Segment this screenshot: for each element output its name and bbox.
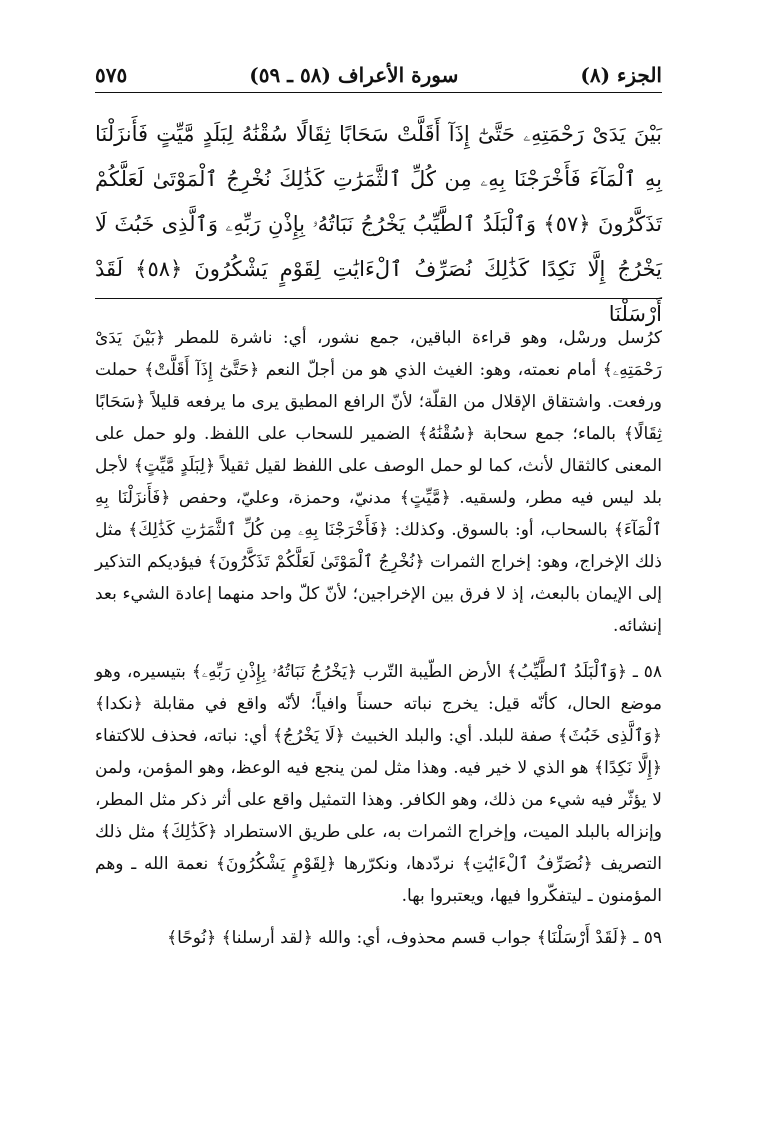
commentary-paragraph-59: ٥٩ ـ ﴿لَقَدْ أَرْسَلْنَا﴾ جواب قسم محذوف، أي: والله ﴿لقد أرسلنا﴾ ﴿نُوحًا﴾ — [167, 928, 662, 948]
commentary-paragraph-58: ٥٨ ـ ﴿وَٱلْبَلَدُ ٱلطَّيِّبُ﴾ الأرض الطّيبة التّرب ﴿يَخْرُجُ نَبَاتُهُۥ بِإِذْنِ رَبِّهِۦ﴾ بتيسيره، وهو موضع الحال، كأنّه قيل: يخرج نباته حسناً وافياً؛ لأنّه واقع في مقابلة ﴿نكدا﴾ ﴿وَٱلَّذِى خَبُثَ﴾ صفة للبلد. أي: والبلد الخبيث ﴿لَا يَخْرُجُ﴾ أي: نباته، فحذف للاكتفاء ﴿إِلَّا نَكِدًا﴾ هو الذي لا خير فيه. وهذا مثل لمن ينجع فيه الوعظ، وهو المؤمن، ولمن لا يؤثّر فيه شيء من ذلك، وهو الكافر. وهذا التمثيل واقع على أثر ذكر مثل المطر، وإنزاله بالبلد الميت، وإخراج الثمرات به، على طريق الاستطراد ﴿كَذَٰلِكَ﴾ مثل ذلك التصريف ﴿نُصَرِّفُ ٱلْءَايَٰتِ﴾ نردّدها، ونكرّرها ﴿لِقَوْمٍ يَشْكُرُونَ﴾ نعمة الله ـ وهم المؤمنون ـ ليتفكّروا فيها، ويعتبروا بها. — [95, 662, 662, 906]
quran-verses: بَيْنَ يَدَىْ رَحْمَتِهِۦ حَتَّىٰٓ إِذَآ أَقَلَّتْ سَحَابًا ثِقَالًا سُقْنَٰهُ لِبَلَدٍ مَّيِّتٍ فَأَنزَلْنَا بِهِ ٱلْمَآءَ فَأَخْرَجْنَا بِهِۦ مِن كُلِّ ٱلثَّمَرَٰتِ كَذَٰلِكَ نُخْرِجُ ٱلْمَوْتَىٰ لَعَلَّكُمْ تَذَكَّرُونَ ﴿٥٧﴾ وَٱلْبَلَدُ ٱلطَّيِّبُ يَخْرُجُ نَبَاتُهُۥ بِإِذْنِ رَبِّهِۦ وَٱلَّذِى خَبُثَ لَا يَخْرُجُ إِلَّا نَكِدًا كَذَٰلِكَ نُصَرِّفُ ٱلْءَايَٰتِ لِقَوْمٍ يَشْكُرُونَ ﴿٥٨﴾ لَقَدْ أَرْسَلْنَا — [95, 122, 663, 326]
section-divider — [95, 298, 662, 299]
tafsir-commentary — [95, 322, 662, 968]
page-number: ٥٧٥ — [95, 63, 128, 87]
surah-title: سورة الأعراف (٥٨ ـ ٥٩) — [249, 63, 459, 87]
commentary-paragraph-57: كرُسل ورسْل، وهو قراءة الباقين، جمع نشور، أي: ناشرة للمطر ﴿بَيْنَ يَدَىْ رَحْمَتِهِۦ﴾ أمام نعمته، وهو: الغيث الذي هو من أجلّ النعم ﴿حَتَّىٰٓ إِذَآ أَقَلَّتْ﴾ حملت ورفعت. واشتقاق الإقلال من القلّة؛ لأنّ الرافع المطيق يرى ما يرفعه قليلاً ﴿سَحَابًا ثِقَالًا﴾ بالماء؛ جمع سحابة ﴿سُقْنَٰهُ﴾ الضمير للسحاب على اللفظ. ولو حمل على المعنى كالثقال لأنث، كما لو حمل الوصف على اللفظ لقيل ثقيلاً ﴿لِبَلَدٍ مَّيِّتٍ﴾ لأجل بلد ليس فيه مطر، ولسقيه. ﴿مَّيِّتٍ﴾ مدنيّ، وحمزة، وعليّ، وحفص ﴿فَأَنزَلْنَا بِهِ ٱلْمَآءَ﴾ بالسحاب، أو: بالسوق. وكذلك: ﴿فَأَخْرَجْنَا بِهِۦ مِن كُلِّ ٱلثَّمَرَٰتِ كَذَٰلِكَ﴾ مثل ذلك الإخراج، وهو: إخراج الثمرات ﴿نُخْرِجُ ٱلْمَوْتَىٰ لَعَلَّكُمْ تَذَكَّرُونَ﴾ فيؤديكم التذكير إلى الإيمان بالبعث، إذ لا فرق بين الإخراجين؛ لأنّ كلّ واحد منهما إعادة الشيء بعد إنشائه. — [95, 328, 662, 636]
page-header — [95, 58, 662, 93]
juz-label: الجزء (٨) — [580, 63, 662, 87]
